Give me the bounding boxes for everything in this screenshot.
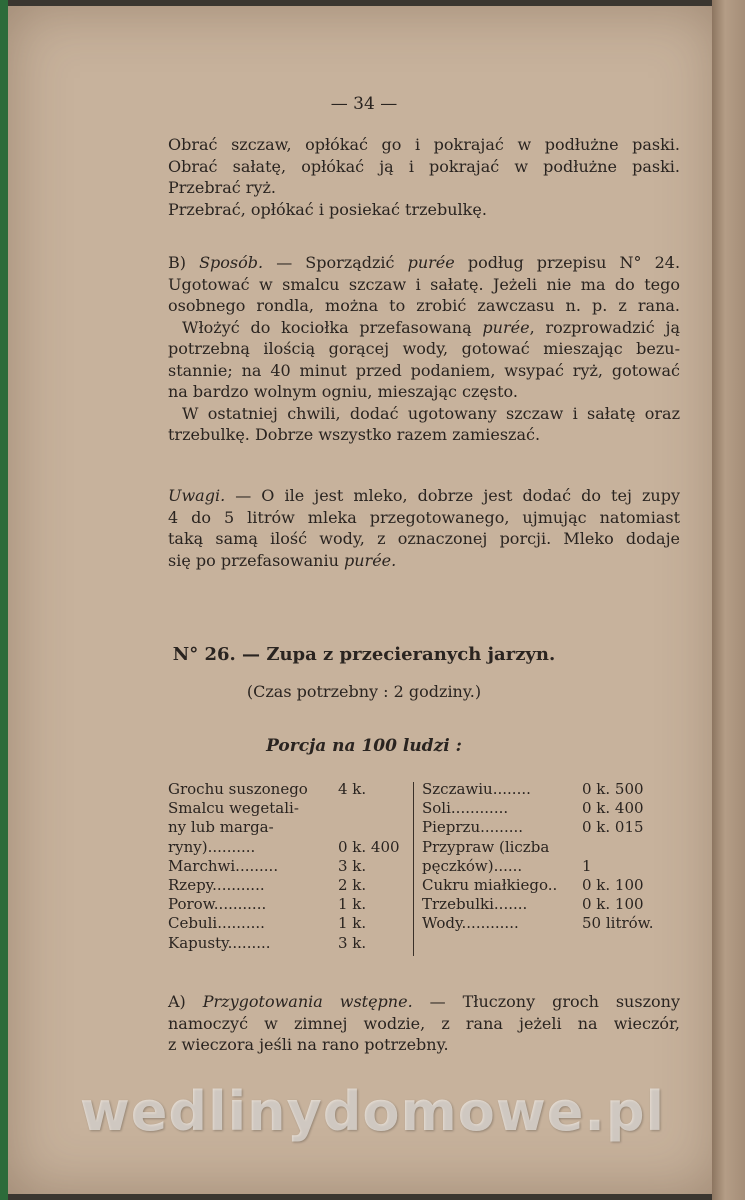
section-label: B): [168, 253, 186, 272]
text-line: Przebrać ryż.: [168, 178, 276, 197]
ingredient-qty: 1 k.: [338, 914, 367, 933]
text-line: z wieczora jeśli na rano potrzebny.: [168, 1035, 449, 1054]
ingredient-row: [422, 818, 666, 837]
text-line: Przebrać, opłókać i posiekać trzebulkę.: [168, 199, 487, 219]
ingredient-qty: 50 litrów.: [582, 914, 654, 933]
ingredients-right: [422, 780, 666, 934]
text-span: — Sporządzić: [276, 253, 395, 272]
book-edge: [0, 0, 8, 1200]
ingredient-name: Pieprzu.........: [422, 818, 524, 837]
text-line: 4 do 5 litrów mleka przegotowanego, ujmując natomiast: [168, 507, 680, 527]
ingredient-qty: 1: [582, 856, 592, 875]
ingredient-qty: 0 k. 500: [582, 780, 644, 798]
ingredient-qty: 3 k.: [338, 856, 367, 875]
text-line: [168, 252, 680, 274]
ingredient-row: [422, 799, 666, 818]
ingredient-row: [168, 838, 408, 857]
ingredient-row: [168, 934, 408, 953]
recipe-heading: N° 26. — Zupa z przecieranych jarzyn.: [172, 644, 556, 665]
text-span: purée: [407, 253, 455, 272]
ingredient-row: [168, 799, 408, 818]
text-span: — O ile jest mleko, dobrze jest dodać do tej zupy: [235, 486, 680, 505]
ingredient-name: Trzebulki.......: [422, 895, 528, 914]
ingredient-name: pęczków)......: [422, 856, 523, 875]
column-divider: [413, 782, 414, 956]
preparation-section: [168, 991, 680, 1056]
ingredient-qty: 0 k. 400: [582, 799, 644, 818]
book-page: [8, 6, 720, 1194]
ingredient-row: [168, 857, 408, 876]
ingredient-row: [422, 780, 666, 799]
text-span: rozprowadzić ją: [545, 317, 680, 337]
prep-paragraph: [168, 134, 680, 220]
section-title: Sposób.: [199, 253, 264, 272]
ingredient-row: [422, 876, 666, 895]
ingredient-name: ryny)..........: [168, 837, 256, 856]
ingredient-qty: [338, 818, 408, 837]
text-line: namoczyć w zimnej wodzie, z rana jeżeli na wieczór,: [168, 1013, 680, 1033]
ingredient-row: [168, 876, 408, 895]
ingredient-row: [168, 818, 408, 837]
ingredient-name: Szczawiu........: [422, 780, 531, 798]
ingredients-left: [168, 780, 408, 953]
ingredient-name: Soli............: [422, 799, 509, 818]
text-span: podług przepisu N° 24.: [467, 253, 681, 272]
watermark: wedlinydomowe.pl: [79, 1080, 666, 1143]
text-span: — Tłuczony groch suszony: [429, 992, 680, 1011]
text-line: Obrać szczaw, opłókać go i pokrajać w podłużne paski.: [168, 135, 680, 154]
text-line: [168, 485, 680, 507]
text-line: [168, 550, 680, 572]
ingredient-row: [168, 914, 408, 933]
ingredient-name: Grochu suszonego: [168, 780, 308, 798]
text-line: osobnego rondla, można to zrobić zawczasu n. p. z rana.: [168, 296, 680, 315]
section-label: A): [168, 992, 186, 1011]
ingredient-row: [422, 838, 666, 857]
text-line: taką samą ilość wody, z oznaczonej porcji. Mleko dodaje: [168, 529, 680, 548]
ingredient-row: [168, 780, 408, 799]
ingredient-qty: [338, 799, 408, 818]
ingredient-qty: 1 k.: [338, 895, 367, 914]
ingredient-qty: 0 k. 100: [582, 895, 644, 914]
method-section: [168, 252, 680, 446]
ingredient-name: Cukru miałkiego..: [422, 876, 558, 895]
recipe-time: (Czas potrzebny : 2 godziny.): [246, 682, 482, 701]
text-span: purée: [482, 317, 530, 337]
ingredient-qty: 0 k. 100: [582, 876, 644, 895]
ingredient-name: Wody............: [422, 914, 519, 933]
page-number: — 34 —: [330, 94, 398, 114]
text-line: trzebulkę. Dobrze wszystko razem zamieszać.: [168, 425, 541, 444]
ingredient-qty: 0 k. 015: [582, 818, 644, 837]
ingredient-name: Smalcu wegetali-: [168, 799, 299, 818]
text-line: potrzebną ilością gorącej wody, gotować mieszając bezu-: [168, 339, 680, 358]
recipe-portion: Porcja na 100 ludzi :: [266, 736, 462, 756]
ingredient-qty: 2 k.: [338, 876, 367, 895]
ingredient-name: Przypraw (liczba: [422, 837, 550, 856]
ingredient-name: Cebuli..........: [168, 914, 265, 933]
ingredient-row: [422, 857, 666, 876]
text-line: stannie; na 40 minut przed podaniem, wsypać ryż, gotować: [168, 360, 680, 380]
ingredient-qty: 0 k. 400: [338, 837, 400, 856]
text-line: Obrać sałatę, opłókać ją i pokrajać w podłużne paski.: [168, 156, 680, 176]
ingredient-qty: 3 k.: [338, 933, 367, 952]
ingredient-name: ny lub marga-: [168, 818, 274, 837]
text-line: W ostatniej chwili, dodać ugotowany szczaw i sałatę oraz: [182, 403, 680, 423]
ingredient-row: [422, 895, 666, 914]
ingredient-name: Porow...........: [168, 895, 267, 914]
notes-label: Uwagi.: [168, 486, 226, 505]
notes-section: [168, 485, 680, 571]
ingredient-row: [422, 914, 666, 933]
ingredient-name: Rzepy...........: [168, 876, 265, 895]
text-line: Włożyć do kociołka przefasowaną purée, rozprowadzić ją: [182, 317, 680, 337]
ingredient-qty: 4 k.: [338, 780, 367, 798]
ingredient-row: [168, 895, 408, 914]
section-title: Przygotowania wstępne.: [202, 992, 413, 1011]
book-spine: [712, 0, 745, 1200]
text-line: Ugotować w smalcu szczaw i sałatę. Jeżeli nie ma do tego: [168, 274, 680, 294]
ingredient-qty: [582, 838, 666, 857]
ingredient-name: Kapusty.........: [168, 933, 271, 952]
text-span: się po przefasowaniu: [168, 550, 339, 570]
ingredient-name: Marchwi.........: [168, 856, 279, 875]
text-line: na bardzo wolnym ogniu, mieszając często.: [168, 382, 518, 401]
text-span: Włożyć do kociołka przefasowaną: [182, 317, 472, 337]
text-line: [168, 991, 680, 1013]
text-span: purée.: [344, 550, 397, 570]
